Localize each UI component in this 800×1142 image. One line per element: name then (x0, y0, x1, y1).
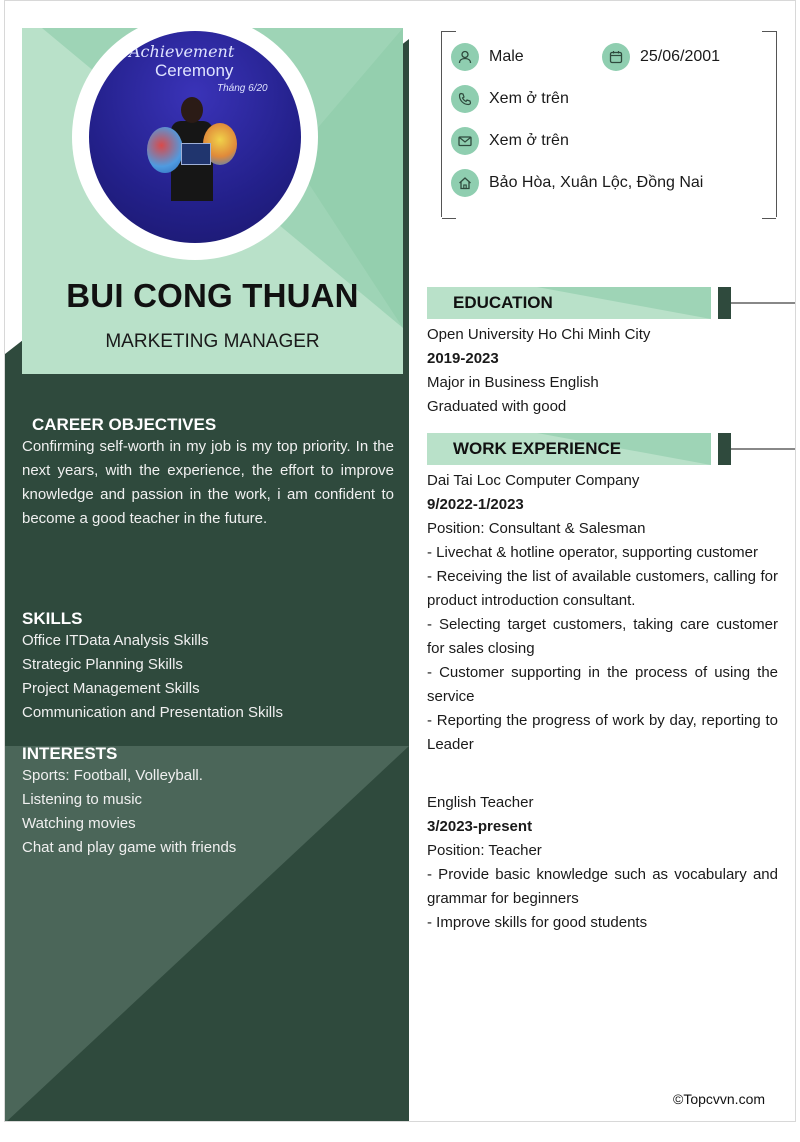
skill-item: Strategic Planning Skills (22, 656, 183, 673)
avatar (89, 31, 301, 243)
contact-address (451, 169, 703, 197)
photo-banner-line3: Tháng 6/20 (217, 83, 268, 94)
interest-item: Sports: Football, Volleyball. (22, 767, 203, 784)
user-icon (451, 43, 479, 71)
interests-heading: INTERESTS (22, 744, 118, 763)
interests-section (22, 744, 394, 860)
photo-banner-line1: Achievement (129, 42, 235, 61)
education-section (427, 323, 778, 419)
education-school: Open University Ho Chi Minh City (427, 326, 651, 343)
photo-diploma (181, 143, 211, 165)
work-job-2 (427, 791, 778, 935)
job-company: English Teacher (427, 794, 534, 811)
skill-item: Office ITData Analysis Skills (22, 632, 209, 649)
gender-value: Male (489, 48, 524, 65)
interest-item: Watching movies (22, 815, 136, 832)
skill-item: Project Management Skills (22, 680, 200, 697)
heading-bar-block (718, 433, 731, 465)
job-duty: - Reporting the progress of work by day, reporting to Leader (427, 712, 778, 753)
job-duty: - Provide basic knowledge such as vocabulary and grammar for beginners (427, 866, 778, 907)
skills-heading: SKILLS (22, 609, 83, 628)
candidate-name: BUI CONG THUAN (66, 277, 359, 314)
work-job-1 (427, 469, 778, 757)
heading-bar-line (731, 448, 796, 450)
contact-birthday (602, 43, 720, 71)
work-heading: WORK EXPERIENCE (453, 439, 622, 458)
job-period: 3/2023-present (427, 818, 533, 835)
address-value: Bảo Hòa, Xuân Lộc, Đồng Nai (489, 174, 704, 191)
job-duty: - Customer supporting in the process of using the service (427, 664, 778, 705)
phone-value: Xem ở trên (489, 90, 569, 107)
birthday-value: 25/06/2001 (640, 48, 721, 65)
work-heading-bar (427, 433, 711, 465)
footer-credit: ©Topcvvn.com (673, 1091, 766, 1107)
phone-icon (451, 85, 479, 113)
job-position: Position: Teacher (427, 842, 542, 859)
skills-section (22, 609, 394, 725)
cv-page (4, 0, 796, 1122)
heading-bar-line (731, 302, 796, 304)
job-period: 9/2022-1/2023 (427, 496, 524, 513)
photo-flowers-left (147, 127, 183, 173)
career-objectives-section (22, 415, 394, 531)
career-objectives-heading: CAREER OBJECTIVES (32, 415, 217, 434)
heading-bar-block (718, 287, 731, 319)
contact-gender (451, 43, 524, 71)
education-years: 2019-2023 (427, 350, 499, 367)
education-heading: EDUCATION (453, 293, 553, 312)
photo-banner-line2: Ceremony (155, 61, 234, 80)
contact-email (451, 127, 569, 155)
email-value: Xem ở trên (489, 132, 569, 149)
education-heading-bar (427, 287, 711, 319)
job-title: MARKETING MANAGER (105, 331, 320, 352)
job-duty: - Improve skills for good students (427, 914, 648, 931)
education-result: Graduated with good (427, 398, 567, 415)
calendar-icon (602, 43, 630, 71)
career-objectives-text: Confirming self-worth in my job is my top priority. In the next years, with the experience, the effort to improve knowledge and passion in the work, i am confident to become a good teacher in the future. (22, 438, 394, 527)
education-major: Major in Business English (427, 374, 599, 391)
job-duty: - Selecting target customers, taking care customer for sales closing (427, 616, 778, 657)
photo-person-head (181, 97, 203, 123)
job-duty: - Livechat & hotline operator, supporting customer (427, 544, 759, 561)
contact-phone (451, 85, 569, 113)
job-position: Position: Consultant & Salesman (427, 520, 646, 537)
mail-icon (451, 127, 479, 155)
interest-item: Listening to music (22, 791, 143, 808)
skill-item: Communication and Presentation Skills (22, 704, 283, 721)
job-duty: - Receiving the list of available customers, calling for product introduction consultant. (427, 568, 778, 609)
home-icon (451, 169, 479, 197)
interest-item: Chat and play game with friends (22, 839, 237, 856)
job-company: Dai Tai Loc Computer Company (427, 472, 640, 489)
